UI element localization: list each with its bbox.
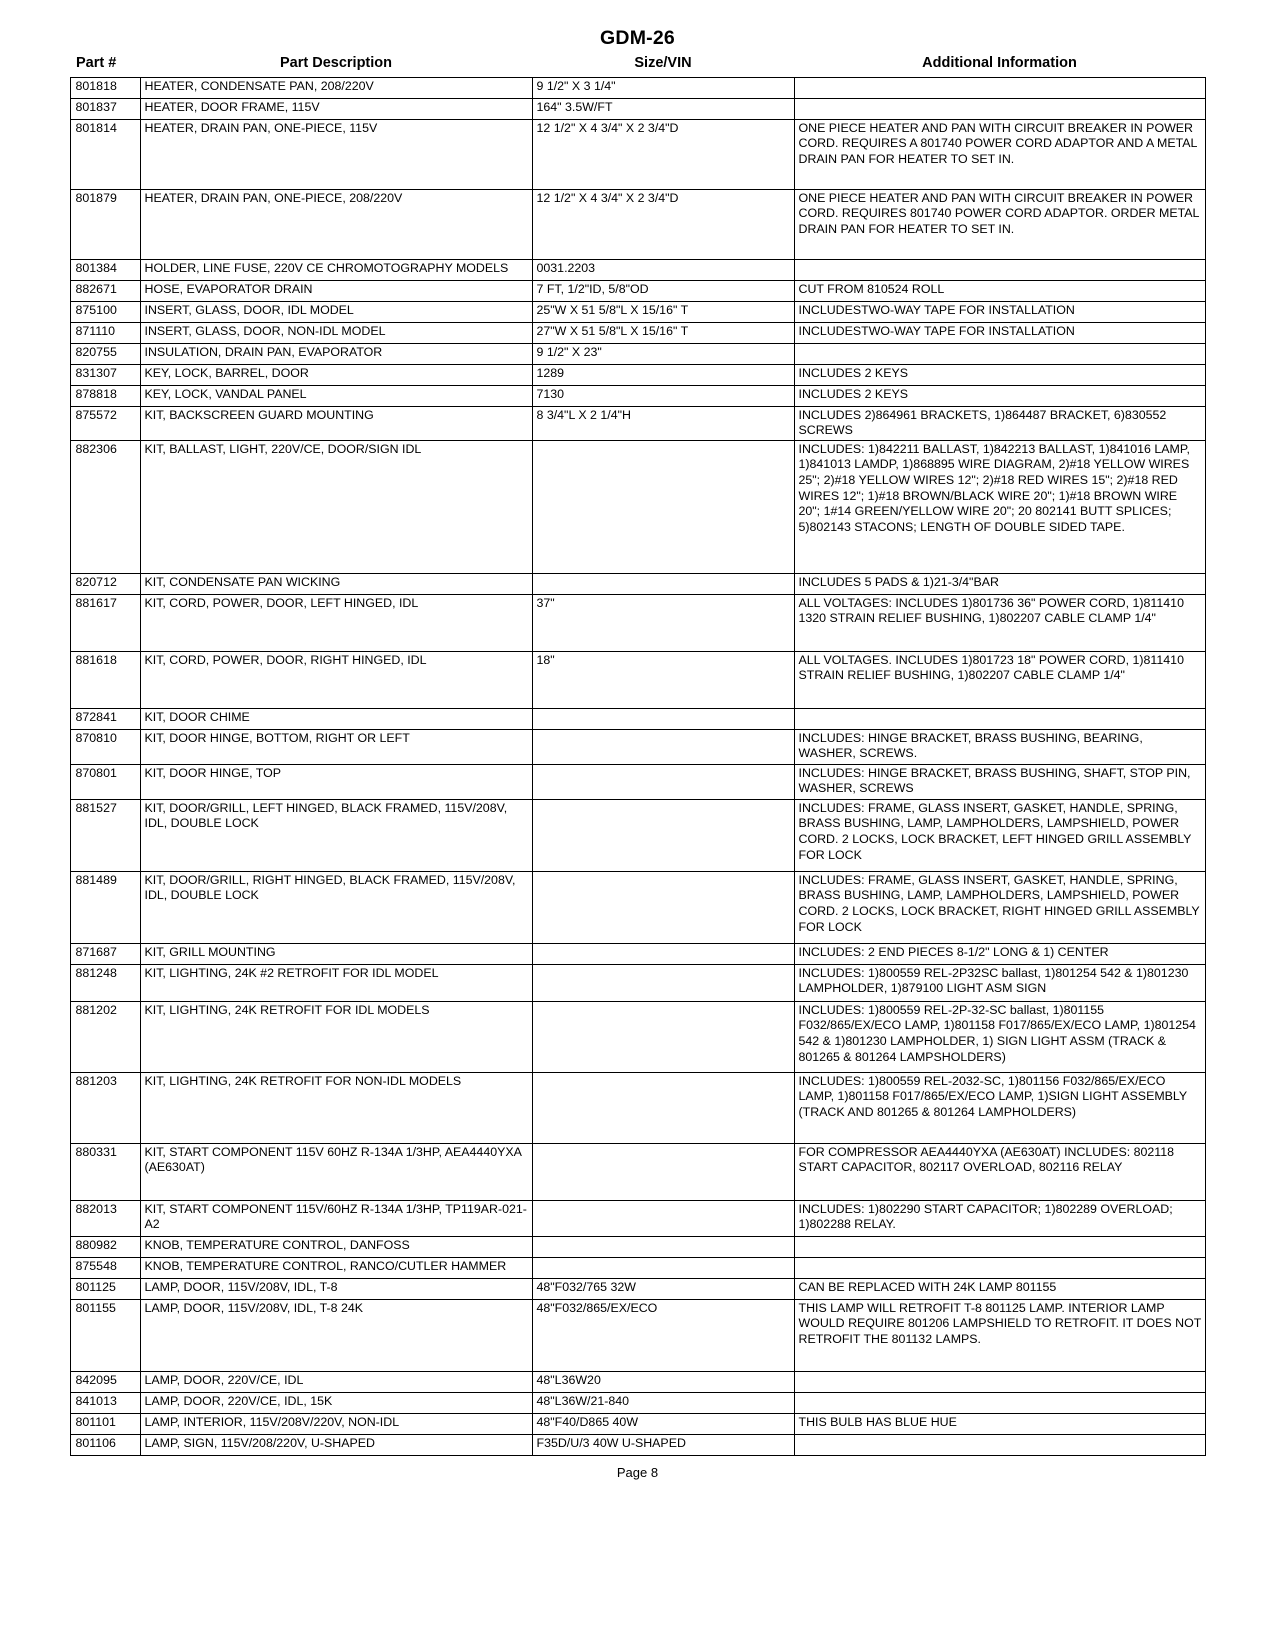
part-number-cell: 801818 (70, 77, 140, 98)
part-number-cell: 881248 (70, 964, 140, 1001)
table-row (70, 385, 1205, 406)
part-description-cell: HOLDER, LINE FUSE, 220V CE CHROMOTOGRAPHY MODELS (140, 259, 532, 280)
table-row (70, 594, 1205, 651)
table-row (70, 651, 1205, 708)
size-vin-cell: 48"F40/D865 40W (532, 1413, 794, 1434)
part-description-cell: LAMP, DOOR, 115V/208V, IDL, T-8 24K (140, 1299, 532, 1371)
part-description-cell: KIT, DOOR/GRILL, LEFT HINGED, BLACK FRAMED, 115V/208V, IDL, DOUBLE LOCK (140, 799, 532, 871)
part-number-cell: 801837 (70, 98, 140, 119)
part-description-cell: LAMP, DOOR, 220V/CE, IDL, 15K (140, 1392, 532, 1413)
size-vin-cell: 18" (532, 651, 794, 708)
additional-information-cell: ONE PIECE HEATER AND PAN WITH CIRCUIT BREAKER IN POWER CORD. REQUIRES 801740 POWER CORD ADAPTOR. ORDER METAL DRAIN PAN FOR HEATER TO SET IN. (794, 189, 1205, 259)
size-vin-cell (532, 729, 794, 764)
part-number-cell: 801155 (70, 1299, 140, 1371)
size-vin-cell: 0031.2203 (532, 259, 794, 280)
size-vin-cell (532, 1001, 794, 1072)
part-description-cell: LAMP, DOOR, 115V/208V, IDL, T-8 (140, 1278, 532, 1299)
table-row (70, 729, 1205, 764)
additional-information-cell: INCLUDESTWO-WAY TAPE FOR INSTALLATION (794, 322, 1205, 343)
size-vin-cell (532, 764, 794, 799)
table-row (70, 1200, 1205, 1236)
part-number-cell: 878818 (70, 385, 140, 406)
part-number-cell: 801384 (70, 259, 140, 280)
part-description-cell: INSERT, GLASS, DOOR, NON-IDL MODEL (140, 322, 532, 343)
part-number-cell: 801125 (70, 1278, 140, 1299)
additional-information-cell (794, 259, 1205, 280)
part-description-cell: INSERT, GLASS, DOOR, IDL MODEL (140, 301, 532, 322)
part-description-cell: KIT, DOOR HINGE, TOP (140, 764, 532, 799)
part-number-cell: 872841 (70, 708, 140, 729)
part-description-cell: KIT, LIGHTING, 24K RETROFIT FOR NON-IDL MODELS (140, 1072, 532, 1143)
part-number-cell: 842095 (70, 1371, 140, 1392)
additional-information-cell (794, 1371, 1205, 1392)
table-row (70, 364, 1205, 385)
size-vin-cell: 12 1/2" X 4 3/4" X 2 3/4"D (532, 119, 794, 189)
size-vin-cell: 164" 3.5W/FT (532, 98, 794, 119)
parts-table (70, 56, 1206, 1456)
part-number-cell: 881527 (70, 799, 140, 871)
table-row (70, 98, 1205, 119)
size-vin-cell (532, 708, 794, 729)
table-header-row (70, 56, 1205, 77)
size-vin-cell: 9 1/2" X 23" (532, 343, 794, 364)
part-description-cell: KIT, DOOR HINGE, BOTTOM, RIGHT OR LEFT (140, 729, 532, 764)
size-vin-cell (532, 1072, 794, 1143)
part-number-cell: 870810 (70, 729, 140, 764)
part-number-cell: 875572 (70, 406, 140, 440)
size-vin-cell (532, 573, 794, 594)
part-description-cell: HEATER, DRAIN PAN, ONE-PIECE, 115V (140, 119, 532, 189)
table-row (70, 406, 1205, 440)
part-description-cell: LAMP, INTERIOR, 115V/208V/220V, NON-IDL (140, 1413, 532, 1434)
size-vin-cell (532, 799, 794, 871)
part-description-cell: HEATER, DOOR FRAME, 115V (140, 98, 532, 119)
size-vin-cell (532, 1143, 794, 1200)
part-description-cell: KIT, BALLAST, LIGHT, 220V/CE, DOOR/SIGN IDL (140, 440, 532, 573)
additional-information-cell (794, 77, 1205, 98)
page-title: GDM-26 (600, 27, 675, 49)
table-body (70, 77, 1205, 1455)
table-row (70, 943, 1205, 964)
table-row (70, 77, 1205, 98)
size-vin-cell (532, 871, 794, 943)
additional-information-cell: ALL VOLTAGES: INCLUDES 1)801736 36" POWER CORD, 1)811410 1320 STRAIN RELIEF BUSHING, 1)802207 CABLE CLAMP 1/4" (794, 594, 1205, 651)
table-row (70, 322, 1205, 343)
additional-information-cell: THIS BULB HAS BLUE HUE (794, 1413, 1205, 1434)
size-vin-cell: 25"W X 51 5/8"L X 15/16" T (532, 301, 794, 322)
additional-information-cell: INCLUDES: 1)800559 REL-2P-32-SC ballast, 1)801155 F032/865/EX/ECO LAMP, 1)801158 F017/865/EX/ECO LAMP, 1)801254 542 & 1)801230 LAMPHOLDER, 1) SIGN LIGHT ASSM (TRACK & 801265 & 801264 LAMPSHOLDERS) (794, 1001, 1205, 1072)
table-row (70, 119, 1205, 189)
part-description-cell: KEY, LOCK, VANDAL PANEL (140, 385, 532, 406)
additional-information-cell: INCLUDES 5 PADS & 1)21-3/4"BAR (794, 573, 1205, 594)
additional-information-cell: INCLUDES: 1)842211 BALLAST, 1)842213 BALLAST, 1)841016 LAMP, 1)841013 LAMDP, 1)868895 WIRE DIAGRAM, 2)#18 YELLOW WIRES 25"; 2)#18 YELLOW WIRES 12"; 2)#18 RED WIRES 15"; 2)#18 RED WIRES 12"; 1)#18 BROWN/BLACK WIRE 20"; 1)#18 BROWN WIRE 20"; 1#14 GREEN/YELLOW WIRE 20"; 20 802141 BUTT SPLICES; 5)802143 STACONS; LENGTH OF DOUBLE SIDED TAPE. (794, 440, 1205, 573)
additional-information-cell: INCLUDES: 1)802290 START CAPACITOR; 1)802289 OVERLOAD; 1)802288 RELAY. (794, 1200, 1205, 1236)
table-row (70, 871, 1205, 943)
additional-information-cell: ONE PIECE HEATER AND PAN WITH CIRCUIT BREAKER IN POWER CORD. REQUIRES A 801740 POWER CORD ADAPTOR AND A METAL DRAIN PAN FOR HEATER TO SET IN. (794, 119, 1205, 189)
table-row (70, 259, 1205, 280)
part-number-cell: 801106 (70, 1434, 140, 1455)
column-header-part-number: Part # (76, 55, 117, 71)
part-number-cell: 882671 (70, 280, 140, 301)
table-row (70, 799, 1205, 871)
size-vin-cell: 48"F032/765 32W (532, 1278, 794, 1299)
part-number-cell: 801879 (70, 189, 140, 259)
part-number-cell: 820755 (70, 343, 140, 364)
table-row (70, 964, 1205, 1001)
part-number-cell: 880982 (70, 1236, 140, 1257)
size-vin-cell: 48"F032/865/EX/ECO (532, 1299, 794, 1371)
part-number-cell: 841013 (70, 1392, 140, 1413)
part-description-cell: HOSE, EVAPORATOR DRAIN (140, 280, 532, 301)
size-vin-cell: 1289 (532, 364, 794, 385)
table-header (70, 56, 1205, 77)
table-row (70, 1413, 1205, 1434)
additional-information-cell: INCLUDES 2)864961 BRACKETS, 1)864487 BRACKET, 6)830552 SCREWS (794, 406, 1205, 440)
part-description-cell: KIT, LIGHTING, 24K #2 RETROFIT FOR IDL MODEL (140, 964, 532, 1001)
column-header-part-description: Part Description (280, 55, 392, 71)
additional-information-cell (794, 98, 1205, 119)
table-row (70, 301, 1205, 322)
size-vin-cell (532, 943, 794, 964)
column-header-size-vin: Size/VIN (634, 55, 692, 71)
additional-information-cell: INCLUDES: HINGE BRACKET, BRASS BUSHING, SHAFT, STOP PIN, WASHER, SCREWS (794, 764, 1205, 799)
part-description-cell: KNOB, TEMPERATURE CONTROL, RANCO/CUTLER HAMMER (140, 1257, 532, 1278)
additional-information-cell: INCLUDES: FRAME, GLASS INSERT, GASKET, HANDLE, SPRING, BRASS BUSHING, LAMP, LAMPHOLDERS, LAMPSHIELD, POWER CORD. 2 LOCKS, LOCK BRACKET, LEFT HINGED GRILL ASSEMBLY FOR LOCK (794, 799, 1205, 871)
part-description-cell: HEATER, DRAIN PAN, ONE-PIECE, 208/220V (140, 189, 532, 259)
part-description-cell: KIT, DOOR/GRILL, RIGHT HINGED, BLACK FRAMED, 115V/208V, IDL, DOUBLE LOCK (140, 871, 532, 943)
part-number-cell: 881618 (70, 651, 140, 708)
table-row (70, 280, 1205, 301)
page-footer: Page 8 (616, 1464, 659, 1480)
part-description-cell: KIT, DOOR CHIME (140, 708, 532, 729)
size-vin-cell: 12 1/2" X 4 3/4" X 2 3/4"D (532, 189, 794, 259)
size-vin-cell: 7130 (532, 385, 794, 406)
part-number-cell: 871110 (70, 322, 140, 343)
part-description-cell: KIT, BACKSCREEN GUARD MOUNTING (140, 406, 532, 440)
additional-information-cell (794, 343, 1205, 364)
part-description-cell: KIT, GRILL MOUNTING (140, 943, 532, 964)
part-description-cell: KIT, START COMPONENT 115V 60HZ R-134A 1/3HP, AEA4440YXA (AE630AT) (140, 1143, 532, 1200)
part-description-cell: KIT, CONDENSATE PAN WICKING (140, 573, 532, 594)
part-number-cell: 880331 (70, 1143, 140, 1200)
part-number-cell: 881489 (70, 871, 140, 943)
part-description-cell: HEATER, CONDENSATE PAN, 208/220V (140, 77, 532, 98)
size-vin-cell (532, 1236, 794, 1257)
additional-information-cell (794, 1434, 1205, 1455)
table-row (70, 1434, 1205, 1455)
table-row (70, 1236, 1205, 1257)
additional-information-cell (794, 1257, 1205, 1278)
additional-information-cell: ALL VOLTAGES. INCLUDES 1)801723 18" POWER CORD, 1)811410 STRAIN RELIEF BUSHING, 1)802207 CABLE CLAMP 1/4" (794, 651, 1205, 708)
part-number-cell: 881203 (70, 1072, 140, 1143)
table-row (70, 1072, 1205, 1143)
part-number-cell: 831307 (70, 364, 140, 385)
table-row (70, 440, 1205, 573)
additional-information-cell: INCLUDES: 1)800559 REL-2032-SC, 1)801156 F032/865/EX/ECO LAMP, 1)801158 F017/865/EX/ECO LAMP, 1)SIGN LIGHT ASSEMBLY (TRACK AND 801265 & 801264 LAMPHOLDERS) (794, 1072, 1205, 1143)
part-number-cell: 875100 (70, 301, 140, 322)
part-number-cell: 801814 (70, 119, 140, 189)
additional-information-cell: CUT FROM 810524 ROLL (794, 280, 1205, 301)
table-row (70, 1392, 1205, 1413)
additional-information-cell (794, 1392, 1205, 1413)
additional-information-cell: INCLUDES 2 KEYS (794, 385, 1205, 406)
part-description-cell: KIT, START COMPONENT 115V/60HZ R-134A 1/3HP, TP119AR-021-A2 (140, 1200, 532, 1236)
part-number-cell: 881617 (70, 594, 140, 651)
part-number-cell: 882013 (70, 1200, 140, 1236)
additional-information-cell: INCLUDESTWO-WAY TAPE FOR INSTALLATION (794, 301, 1205, 322)
table-row (70, 1299, 1205, 1371)
size-vin-cell (532, 964, 794, 1001)
table-row (70, 1371, 1205, 1392)
size-vin-cell: 27"W X 51 5/8"L X 15/16" T (532, 322, 794, 343)
size-vin-cell: 37" (532, 594, 794, 651)
additional-information-cell: INCLUDES: FRAME, GLASS INSERT, GASKET, HANDLE, SPRING, BRASS BUSHING, LAMP, LAMPHOLDERS, LAMPSHIELD, POWER CORD. 2 LOCKS, LOCK BRACKET, RIGHT HINGED GRILL ASSEMBLY FOR LOCK (794, 871, 1205, 943)
part-number-cell: 820712 (70, 573, 140, 594)
part-description-cell: KIT, LIGHTING, 24K RETROFIT FOR IDL MODELS (140, 1001, 532, 1072)
table-row (70, 189, 1205, 259)
additional-information-cell: INCLUDES: 2 END PIECES 8-1/2" LONG & 1) CENTER (794, 943, 1205, 964)
additional-information-cell: THIS LAMP WILL RETROFIT T-8 801125 LAMP. INTERIOR LAMP WOULD REQUIRE 801206 LAMPSHIELD TO RETROFIT. IT DOES NOT RETROFIT THE 801132 LAMPS. (794, 1299, 1205, 1371)
size-vin-cell: F35D/U/3 40W U-SHAPED (532, 1434, 794, 1455)
additional-information-cell: FOR COMPRESSOR AEA4440YXA (AE630AT) INCLUDES: 802118 START CAPACITOR, 802117 OVERLOAD, 802116 RELAY (794, 1143, 1205, 1200)
table-row (70, 1001, 1205, 1072)
size-vin-cell (532, 440, 794, 573)
table-row (70, 764, 1205, 799)
part-description-cell: INSULATION, DRAIN PAN, EVAPORATOR (140, 343, 532, 364)
additional-information-cell (794, 708, 1205, 729)
part-number-cell: 801101 (70, 1413, 140, 1434)
table-row (70, 1278, 1205, 1299)
part-number-cell: 875548 (70, 1257, 140, 1278)
part-number-cell: 881202 (70, 1001, 140, 1072)
size-vin-cell: 9 1/2" X 3 1/4" (532, 77, 794, 98)
part-description-cell: LAMP, SIGN, 115V/208/220V, U-SHAPED (140, 1434, 532, 1455)
table-row (70, 708, 1205, 729)
part-number-cell: 870801 (70, 764, 140, 799)
size-vin-cell (532, 1257, 794, 1278)
table-row (70, 1257, 1205, 1278)
part-number-cell: 871687 (70, 943, 140, 964)
additional-information-cell: INCLUDES: HINGE BRACKET, BRASS BUSHING, BEARING, WASHER, SCREWS. (794, 729, 1205, 764)
size-vin-cell: 8 3/4"L X 2 1/4"H (532, 406, 794, 440)
part-description-cell: KIT, CORD, POWER, DOOR, LEFT HINGED, IDL (140, 594, 532, 651)
part-description-cell: KEY, LOCK, BARREL, DOOR (140, 364, 532, 385)
size-vin-cell: 48"L36W/21-840 (532, 1392, 794, 1413)
size-vin-cell: 7 FT, 1/2"ID, 5/8"OD (532, 280, 794, 301)
additional-information-cell: CAN BE REPLACED WITH 24K LAMP 801155 (794, 1278, 1205, 1299)
additional-information-cell: INCLUDES 2 KEYS (794, 364, 1205, 385)
size-vin-cell: 48"L36W20 (532, 1371, 794, 1392)
table-row (70, 1143, 1205, 1200)
additional-information-cell: INCLUDES: 1)800559 REL-2P32SC ballast, 1)801254 542 & 1)801230 LAMPHOLDER, 1)879100 LIGHT ASM SIGN (794, 964, 1205, 1001)
table-row (70, 573, 1205, 594)
column-header-additional-information: Additional Information (922, 55, 1077, 71)
part-description-cell: LAMP, DOOR, 220V/CE, IDL (140, 1371, 532, 1392)
size-vin-cell (532, 1200, 794, 1236)
part-description-cell: KNOB, TEMPERATURE CONTROL, DANFOSS (140, 1236, 532, 1257)
part-number-cell: 882306 (70, 440, 140, 573)
part-description-cell: KIT, CORD, POWER, DOOR, RIGHT HINGED, IDL (140, 651, 532, 708)
additional-information-cell (794, 1236, 1205, 1257)
table-row (70, 343, 1205, 364)
